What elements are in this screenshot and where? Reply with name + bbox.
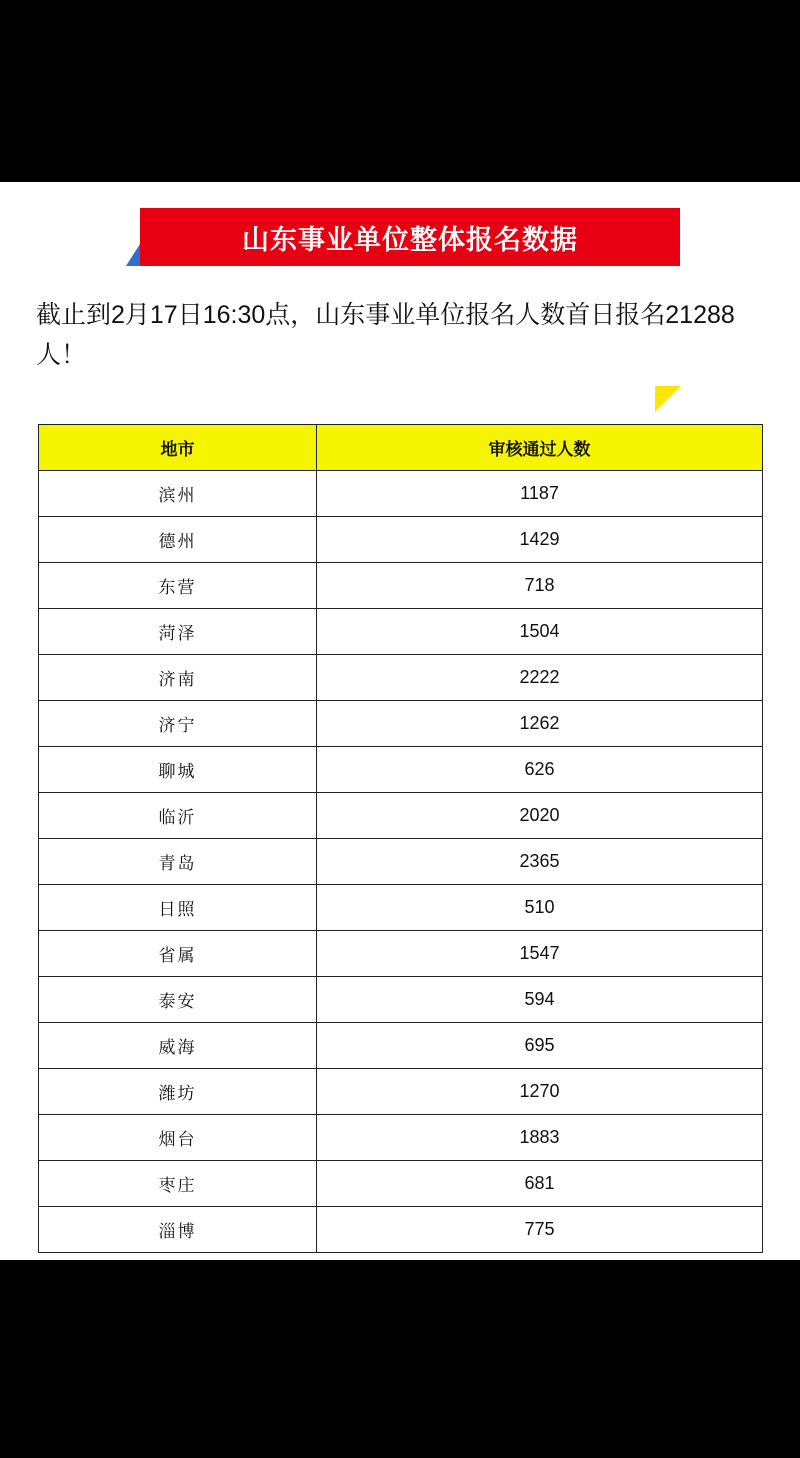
cell-city: 济宁 [39,701,317,747]
table-row [39,931,763,977]
table-row [39,701,763,747]
cell-city: 烟台 [39,1115,317,1161]
cell-count: 2222 [317,655,763,701]
cell-count: 626 [317,747,763,793]
cell-city: 日照 [39,885,317,931]
cell-city: 济南 [39,655,317,701]
table-row [39,471,763,517]
cell-count: 2365 [317,839,763,885]
cell-city: 潍坊 [39,1069,317,1115]
yellow-corner-accent [655,386,681,412]
cell-count: 1187 [317,471,763,517]
table-row [39,1115,763,1161]
cell-count: 1270 [317,1069,763,1115]
cell-city: 临沂 [39,793,317,839]
cell-count: 594 [317,977,763,1023]
top-letterbox-bar [0,0,800,182]
cell-count: 1883 [317,1115,763,1161]
registration-table-container [38,424,762,1253]
table-row [39,655,763,701]
cell-count: 1429 [317,517,763,563]
cell-city: 威海 [39,1023,317,1069]
cell-count: 718 [317,563,763,609]
intro-paragraph: 截止到2月17日16:30点，山东事业单位报名人数首日报名21288人！ [36,301,735,369]
cell-count: 775 [317,1207,763,1253]
cell-city: 滨州 [39,471,317,517]
cell-count: 510 [317,885,763,931]
table-row [39,1207,763,1253]
table-row [39,977,763,1023]
cell-city: 枣庄 [39,1161,317,1207]
table-row [39,1023,763,1069]
bottom-letterbox-bar [0,1260,800,1458]
cell-count: 681 [317,1161,763,1207]
banner-title-text: 山东事业单位整体报名数据 [242,224,578,255]
cell-count: 1504 [317,609,763,655]
blue-corner-accent [126,244,140,266]
table-row [39,517,763,563]
title-banner [140,208,680,266]
cell-count: 2020 [317,793,763,839]
table-row [39,1069,763,1115]
column-header-city: 地市 [39,425,317,471]
table-row [39,563,763,609]
cell-city: 青岛 [39,839,317,885]
table-row [39,885,763,931]
cell-count: 1547 [317,931,763,977]
cell-city: 淄博 [39,1207,317,1253]
table-row [39,793,763,839]
cell-city: 省属 [39,931,317,977]
cell-count: 695 [317,1023,763,1069]
cell-count: 1262 [317,701,763,747]
cell-city: 东营 [39,563,317,609]
table-row [39,609,763,655]
column-header-count: 审核通过人数 [317,425,763,471]
table-row [39,839,763,885]
cell-city: 泰安 [39,977,317,1023]
table-row [39,747,763,793]
registration-table [38,424,763,1253]
table-body [39,471,763,1253]
cell-city: 德州 [39,517,317,563]
cell-city: 菏泽 [39,609,317,655]
content-sheet [0,182,800,1260]
table-head [39,425,763,471]
table-row [39,1161,763,1207]
cell-city: 聊城 [39,747,317,793]
table-header-row [39,425,763,471]
